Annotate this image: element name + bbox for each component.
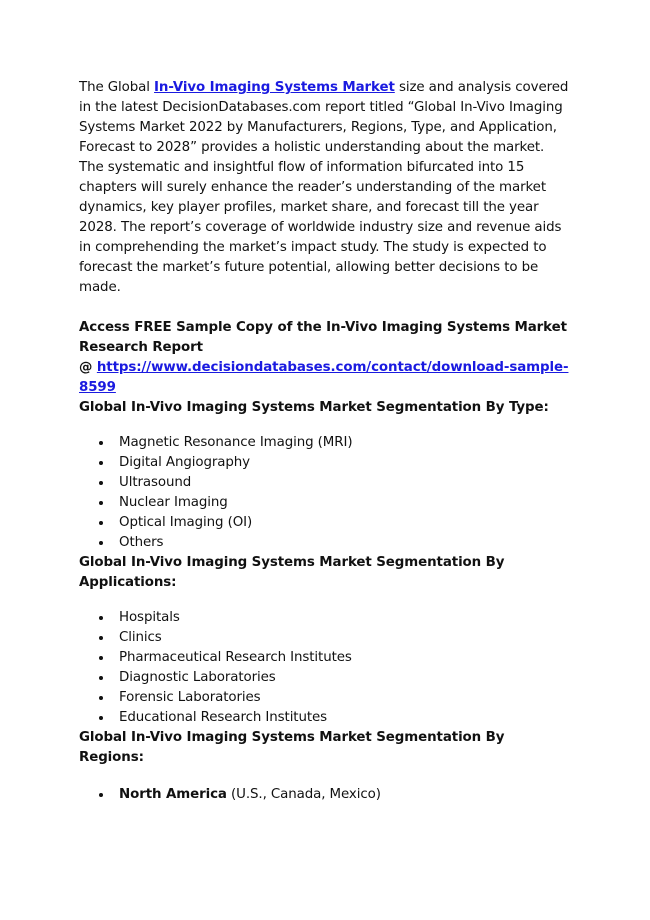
sample-url-line [79, 358, 569, 398]
list-item [79, 513, 569, 533]
list-item-label: Diagnostic Laboratories [119, 670, 276, 685]
bullet-icon [99, 793, 103, 797]
applications-list [79, 608, 569, 728]
list-item [79, 628, 569, 648]
list-item-label: Others [119, 535, 164, 550]
intro-prefix: The Global [79, 80, 155, 95]
list-item [79, 533, 569, 553]
list-item-label: Clinics [119, 630, 162, 645]
list-item-label: Optical Imaging (OI) [119, 515, 253, 530]
segmentation-regions-heading: Global In-Vivo Imaging Systems Market Segmentation By Regions: [79, 730, 505, 765]
bullet-icon [99, 501, 103, 505]
bullet-icon [99, 676, 103, 680]
sample-url-part1: https://www.decisiondatabases.com/contact/download-sample- [96, 360, 569, 375]
document-page [79, 78, 569, 805]
list-item [79, 473, 569, 493]
list-item-label: Nuclear Imaging [119, 495, 228, 510]
sample-url-part2: 8599 [79, 380, 116, 395]
bullet-icon [99, 541, 103, 545]
bullet-icon [99, 636, 103, 640]
list-item-label: Educational Research Institutes [119, 710, 328, 725]
type-list [79, 433, 569, 553]
intro-paragraph [79, 78, 569, 298]
bullet-icon [99, 616, 103, 620]
list-item [79, 648, 569, 668]
list-item [79, 493, 569, 513]
sample-access-title: Access FREE Sample Copy of the In-Vivo Imaging Systems Market Research Report [79, 320, 567, 355]
list-item-label: Magnetic Resonance Imaging (MRI) [119, 435, 353, 450]
list-item [79, 433, 569, 453]
bullet-icon [99, 441, 103, 445]
sample-url-link[interactable] [79, 360, 568, 395]
at-sign: @ [79, 360, 97, 375]
market-link[interactable]: In-Vivo Imaging Systems Market [154, 80, 395, 95]
list-item [79, 708, 569, 728]
bullet-icon [99, 461, 103, 465]
region-detail: (U.S., Canada, Mexico) [226, 787, 381, 802]
bullet-icon [99, 716, 103, 720]
list-item [79, 785, 569, 805]
segmentation-applications-heading: Global In-Vivo Imaging Systems Market Segmentation By Applications: [79, 555, 505, 590]
region-name: North America [119, 787, 227, 802]
list-item-label: Ultrasound [119, 475, 192, 490]
bullet-icon [99, 481, 103, 485]
list-item [79, 668, 569, 688]
list-item-label: Pharmaceutical Research Institutes [119, 650, 352, 665]
list-item [79, 688, 569, 708]
segmentation-type-heading: Global In-Vivo Imaging Systems Market Segmentation By Type: [79, 400, 549, 415]
sample-access-block [79, 318, 569, 398]
intro-body: size and analysis covered in the latest DecisionDatabases.com report titled “Global In-Vivo Imaging Systems Market 2022 by Manufacturers, Regions, Type, and Application, Forecast to 2028” provides a holistic understanding about the market. The systematic and insightful flow of information bifurcated into 15 chapters will surely enhance the reader’s understanding of the market dynamics, key player profiles, market share, and forecast till the year 2028. The report’s coverage of worldwide industry size and revenue aids in comprehending the market’s impact study. The study is expected to forecast the market’s future potential, allowing better decisions to be made. [79, 80, 569, 295]
regions-list [79, 785, 569, 805]
bullet-icon [99, 656, 103, 660]
bullet-icon [99, 521, 103, 525]
list-item [79, 453, 569, 473]
list-item-label: Hospitals [119, 610, 180, 625]
bullet-icon [99, 696, 103, 700]
list-item-label: Digital Angiography [119, 455, 250, 470]
list-item-label: Forensic Laboratories [119, 690, 261, 705]
list-item [79, 608, 569, 628]
